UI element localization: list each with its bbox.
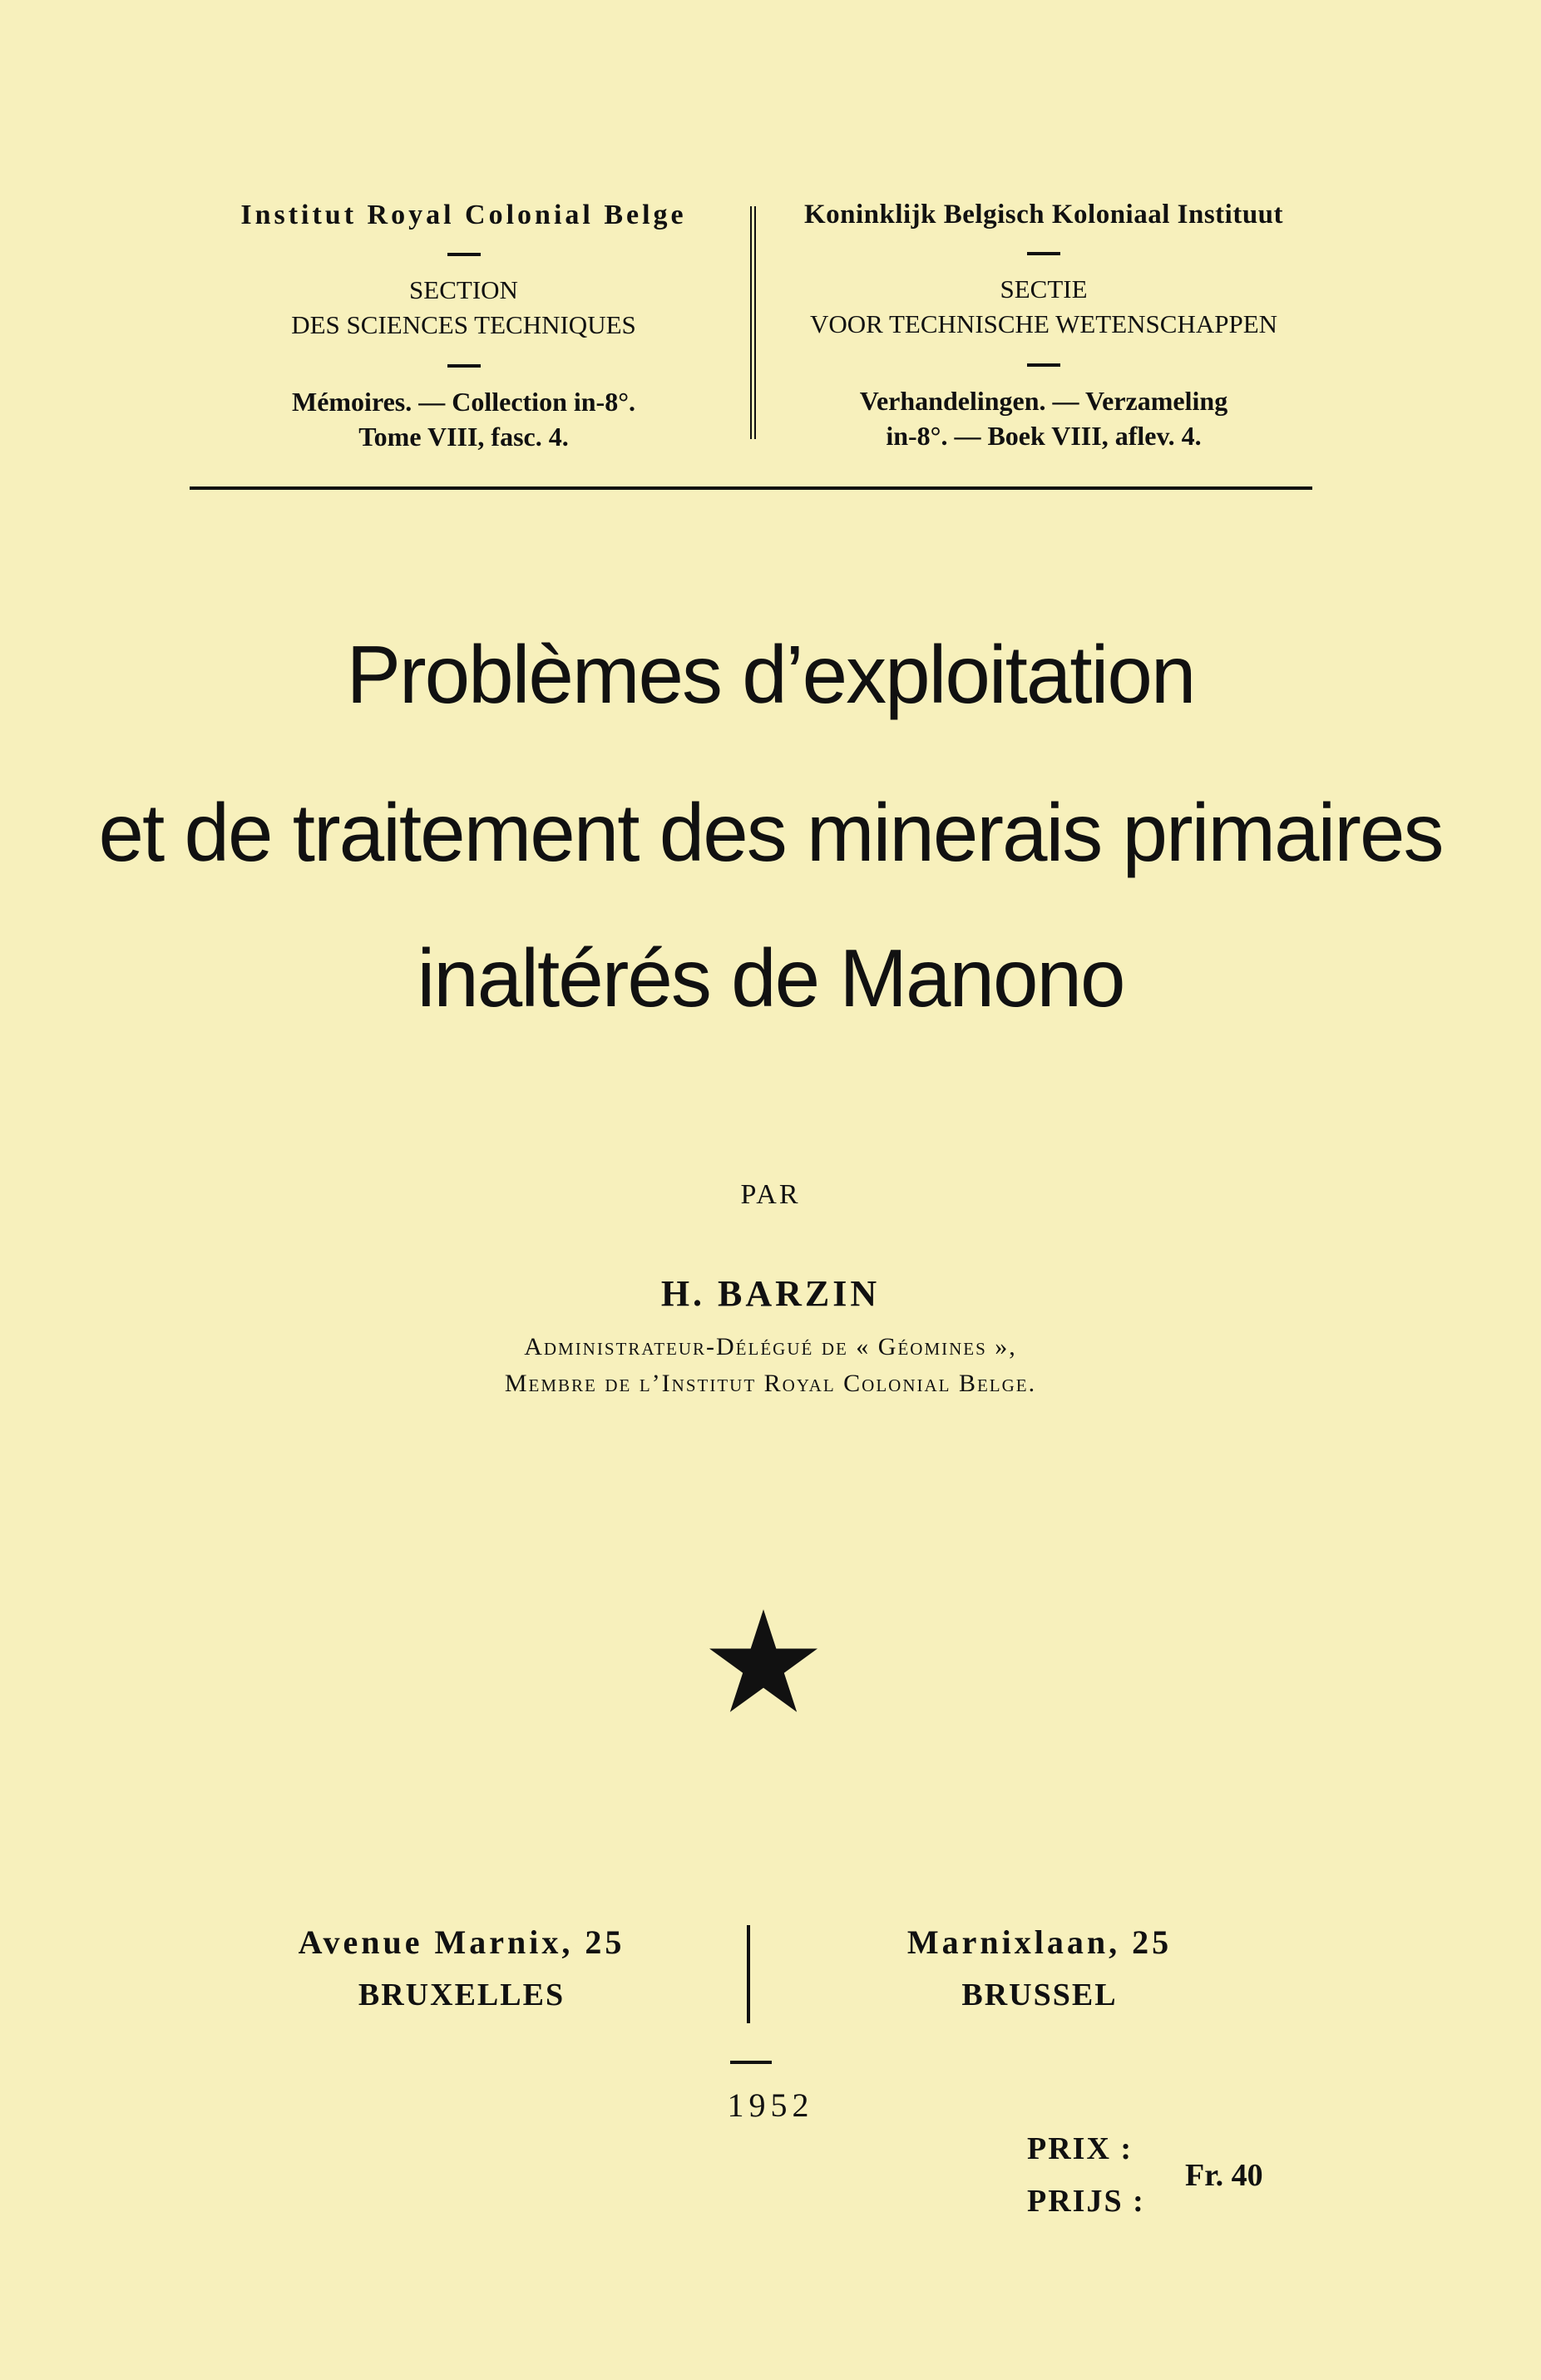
header-right bbox=[765, 200, 1322, 453]
header-column-separator bbox=[750, 206, 756, 439]
publication-year: 1952 bbox=[727, 2086, 814, 2124]
section-line1-nl: SECTIE bbox=[1000, 274, 1088, 304]
address-street-fr: Avenue Marnix, 25 bbox=[298, 1923, 625, 1961]
divider-dash bbox=[1027, 252, 1060, 255]
series-line1-fr: Mémoires. — Collection in-8°. bbox=[291, 387, 635, 417]
institute-name-fr: Institut Royal Colonial Belge bbox=[240, 200, 687, 230]
address-city-nl: BRUSSEL bbox=[961, 1978, 1118, 2012]
star-icon bbox=[709, 1609, 817, 1712]
divider-dash bbox=[447, 364, 481, 368]
series-line1-nl: Verhandelingen. — Verzameling bbox=[859, 386, 1228, 416]
address-right bbox=[861, 1923, 1218, 2013]
title-line-3: inaltérés de Manono bbox=[417, 932, 1124, 1024]
address-separator bbox=[747, 1925, 750, 2023]
author-role-1: Administrateur-Délégué de « Géomines », bbox=[524, 1333, 1017, 1360]
header-rule bbox=[190, 486, 1312, 490]
by-label: PAR bbox=[740, 1179, 801, 1210]
series-line2-fr: Tome VIII, fasc. 4. bbox=[358, 422, 569, 452]
address-street-nl: Marnixlaan, 25 bbox=[906, 1923, 1173, 1961]
title-line-2: et de traitement des minerais primaires bbox=[98, 787, 1443, 878]
address-city-fr: BRUXELLES bbox=[358, 1978, 566, 2012]
section-line1-fr: SECTION bbox=[409, 275, 518, 304]
divider-dash bbox=[447, 253, 481, 256]
year-dash bbox=[730, 2061, 772, 2064]
divider-dash bbox=[1027, 363, 1060, 367]
price-label-nl: PRIJS : bbox=[1027, 2184, 1145, 2219]
author-name: H. BARZIN bbox=[660, 1273, 881, 1314]
address-left bbox=[249, 1923, 674, 2013]
section-line2-fr: DES SCIENCES TECHNIQUES bbox=[291, 310, 636, 339]
section-line2-nl: VOOR TECHNISCHE WETENSCHAPPEN bbox=[809, 309, 1278, 338]
header-left bbox=[187, 200, 740, 454]
price-label-fr: PRIX : bbox=[1027, 2131, 1134, 2166]
author-role-2: Membre de l’Institut Royal Colonial Belge. bbox=[504, 1370, 1037, 1397]
price-value: Fr. 40 bbox=[1185, 2158, 1263, 2193]
institute-name-nl: Koninklijk Belgisch Koloniaal Instituut bbox=[803, 200, 1284, 230]
series-line2-nl: in-8°. — Boek VIII, aflev. 4. bbox=[886, 421, 1202, 451]
title-line-1: Problèmes d’exploitation bbox=[346, 629, 1195, 720]
